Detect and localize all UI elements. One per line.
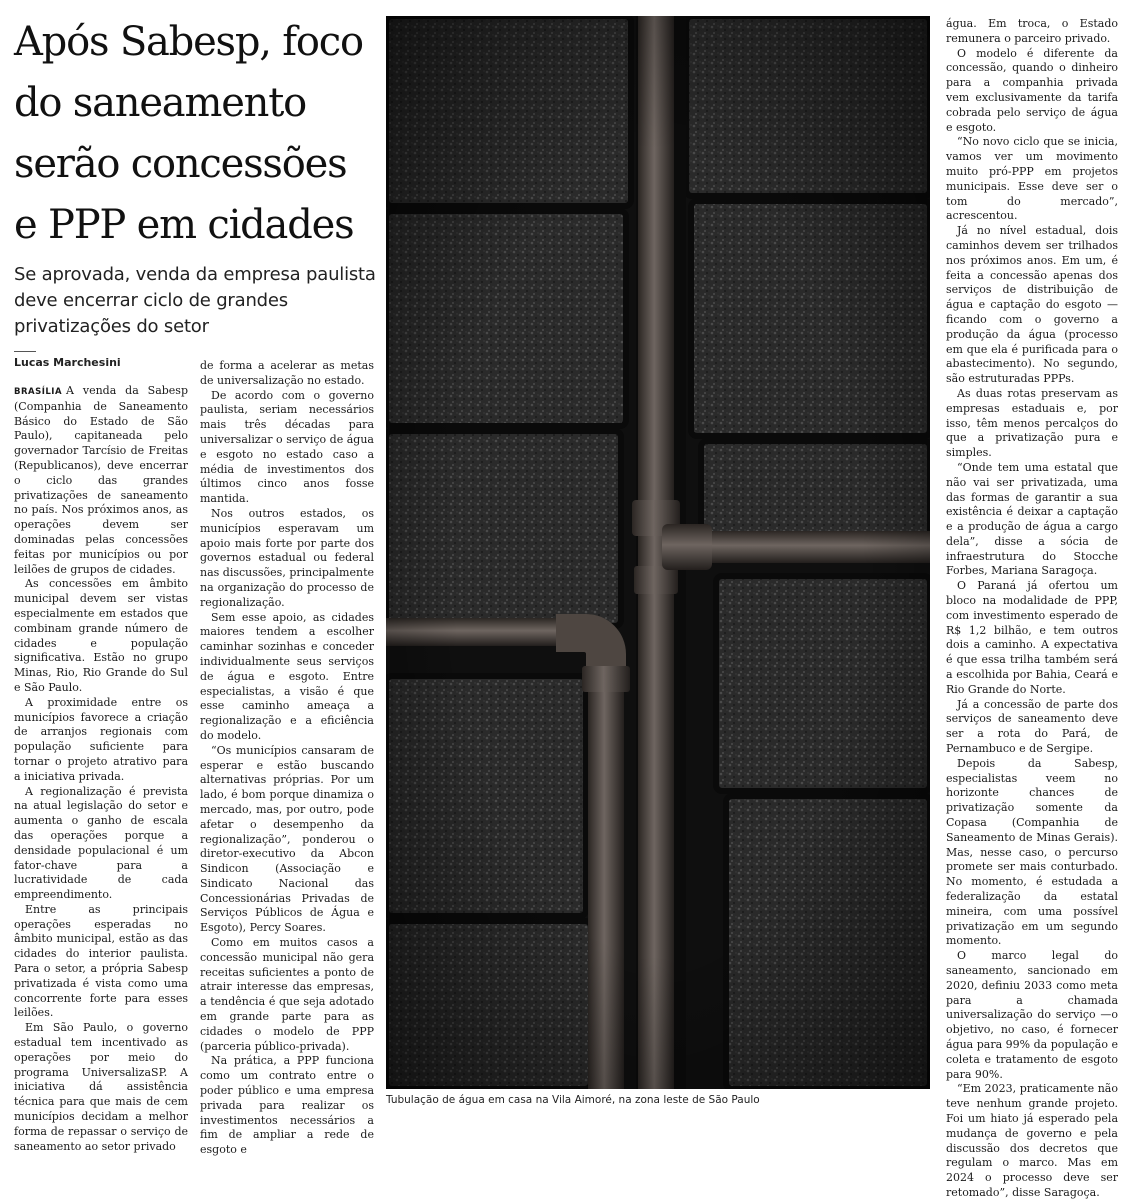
article-column-3 <box>946 17 1118 1201</box>
paragraph: “Os municípios cansaram de esperar e estão buscando alternativas próprias. Por um lado, é bom porque dinamiza o mercado, mas, por outro, pode afetar o desempenho da regionalização”, ponderou o diretor-executivo da Abcon Sindicon (Associação e Sindicato Nacional das Concessionárias Privadas de Serviços Públicos de Água e Esgoto), Percy Soares. <box>200 743 374 935</box>
paragraph: O marco legal do saneamento, sancionado em 2020, definiu 2033 como meta para a chamada universalização do serviço —o objetivo, no caso, é fornecer água para 99% da população e coleta e tratamento de esgoto para 90%. <box>946 949 1118 1081</box>
paragraph: Sem esse apoio, as cidades maiores tendem a escolher caminhar sozinhas e conceder individualmente seus serviços de água e esgoto. Entre especialistas, a visão é que esse caminho ameaça a regionalização e a eficiência do modelo. <box>200 610 374 742</box>
paragraph: Depois da Sabesp, especialistas veem no horizonte chances de privatização somente da Copasa (Companhia de Saneamento de Minas Gerais). Mas, nesse caso, o percurso promete ser mais conturbado. No momento, é estudada a federalização da estatal mineira, com uma possível privatização em um segundo momento. <box>946 756 1118 948</box>
paragraph: As duas rotas preservam as empresas estaduais e, por isso, têm menos percalços do que a privatização pura e simples. <box>946 386 1118 460</box>
photo-caption: Tubulação de água em casa na Vila Aimoré, na zona leste de São Paulo <box>386 1094 760 1106</box>
paragraph: BRASÍLIA A venda da Sabesp (Companhia de Saneamento Básico do Estado de São Paulo), capitaneada pelo governador Tarcísio de Freitas (Republicanos), deve encerrar o ciclo das grandes privatizações de saneamento no país. Nos próximos anos, as operações devem ser dominadas pelas concessões feitas por municípios ou por leilões de grupos de cidades. <box>14 384 188 576</box>
paragraph: As concessões em âmbito municipal devem ser vistas especialmente em estados que combinam grande número de cidades e população significativa. Estão no grupo Minas, Rio, Rio Grande do Sul e São Paulo. <box>14 577 188 694</box>
paragraph: água. Em troca, o Estado remunera o parceiro privado. <box>946 17 1118 45</box>
paragraph: A proximidade entre os municípios favorece a criação de arranjos regionais com população suficiente para tornar o projeto atrativo para a iniciativa privada. <box>14 695 188 783</box>
article-column-2 <box>200 359 374 1158</box>
subheadline: Se aprovada, venda da empresa paulista deve encerrar ciclo de grandes privatizações do setor <box>14 264 376 337</box>
paragraph: “Em 2023, praticamente não teve nenhum grande projeto. Foi um hiato já esperado pela mudança de governo e pela discussão dos decretos que regulam o marco. Mas em 2024 o processo deve ser retomado”, disse Saragoça. <box>946 1082 1118 1199</box>
pipes-on-wall-image <box>386 16 930 1089</box>
article-column-1 <box>14 384 188 1154</box>
paragraph: Nos outros estados, os municípios esperavam um apoio mais forte por parte dos governos estadual ou federal nas discussões, principalmente na organização do processo de regionalização. <box>200 506 374 609</box>
paragraph: Na prática, a PPP funciona como um contrato entre o poder público e uma empresa privada para realizar os investimentos necessários a fim de ampliar a rede de esgoto e <box>200 1054 374 1157</box>
paragraph: A regionalização é prevista na atual legislação do setor e aumenta o ganho de escala das operações porque a densidade populacional é um fator-chave para a lucratividade de cada empreendimento. <box>14 784 188 902</box>
paragraph: de forma a acelerar as metas de universalização no estado. <box>200 359 374 387</box>
paragraph: Como em muitos casos a concessão municipal não gera receitas suficientes a ponto de atrair interesse das empresas, a tendência é que seja adotado em grande parte para as cidades o modelo de PPP (parceria público-privada). <box>200 936 374 1053</box>
headline: Após Sabesp, foco do saneamento serão concessões e PPP em cidades <box>14 19 363 248</box>
byline-rule <box>14 351 36 352</box>
paragraph: “Onde tem uma estatal que não vai ser privatizada, uma das formas de garantir a sua existência é deixar a captação e a produção de água a cargo dela”, disse a sócia de infraestrutura do Stocche Forbes, Mariana Saragoça. <box>946 460 1118 578</box>
paragraph: De acordo com o governo paulista, seriam necessários mais três décadas para universalizar o serviço de água e esgoto no estado caso a média de investimentos dos últimos cinco anos fosse mantida. <box>200 388 374 506</box>
dateline: BRASÍLIA <box>14 387 63 397</box>
paragraph: O modelo é diferente da concessão, quando o dinheiro para a companhia privada vem exclusivamente da tarifa cobrada pelo serviço de água e esgoto. <box>946 46 1118 134</box>
paragraph: Já a concessão de parte dos serviços de saneamento deve ser a rota do Pará, de Pernambuco e de Sergipe. <box>946 697 1118 756</box>
paragraph: Em São Paulo, o governo estadual tem incentivado as operações por meio do programa UniversalizaSP. A iniciativa dá assistência técnica para que mais de cem municípios decidam a melhor forma de repassar o serviço de saneamento ao setor privado <box>14 1021 188 1153</box>
paragraph: Entre as principais operações esperadas no âmbito municipal, estão as das cidades do interior paulista. Para o setor, a própria Sabesp privatizada é vista como uma concorrente forte para esses leilões. <box>14 902 188 1020</box>
byline: Lucas Marchesini <box>14 356 121 369</box>
article-photo <box>386 16 930 1089</box>
paragraph: O Paraná já ofertou um bloco na modalidade de PPP, com investimento esperado de R$ 1,2 bilhão, e tem outros dois a caminho. A expectativa é que essa trilha também será a escolhida por Bahia, Ceará e Rio Grande do Norte. <box>946 579 1118 696</box>
paragraph: “No novo ciclo que se inicia, vamos ver um movimento muito pró-PPP em projetos municipais. Esse deve ser o tom do mercado”, acrescentou. <box>946 135 1118 223</box>
paragraph: Já no nível estadual, dois caminhos devem ser trilhados nos próximos anos. Em um, é feita a concessão apenas dos serviços de distribuição de água e captação do esgoto —ficando com o governo a produção da água (processo em que ela é purificada para o abastecimento). No segundo, são estruturadas PPPs. <box>946 224 1118 386</box>
